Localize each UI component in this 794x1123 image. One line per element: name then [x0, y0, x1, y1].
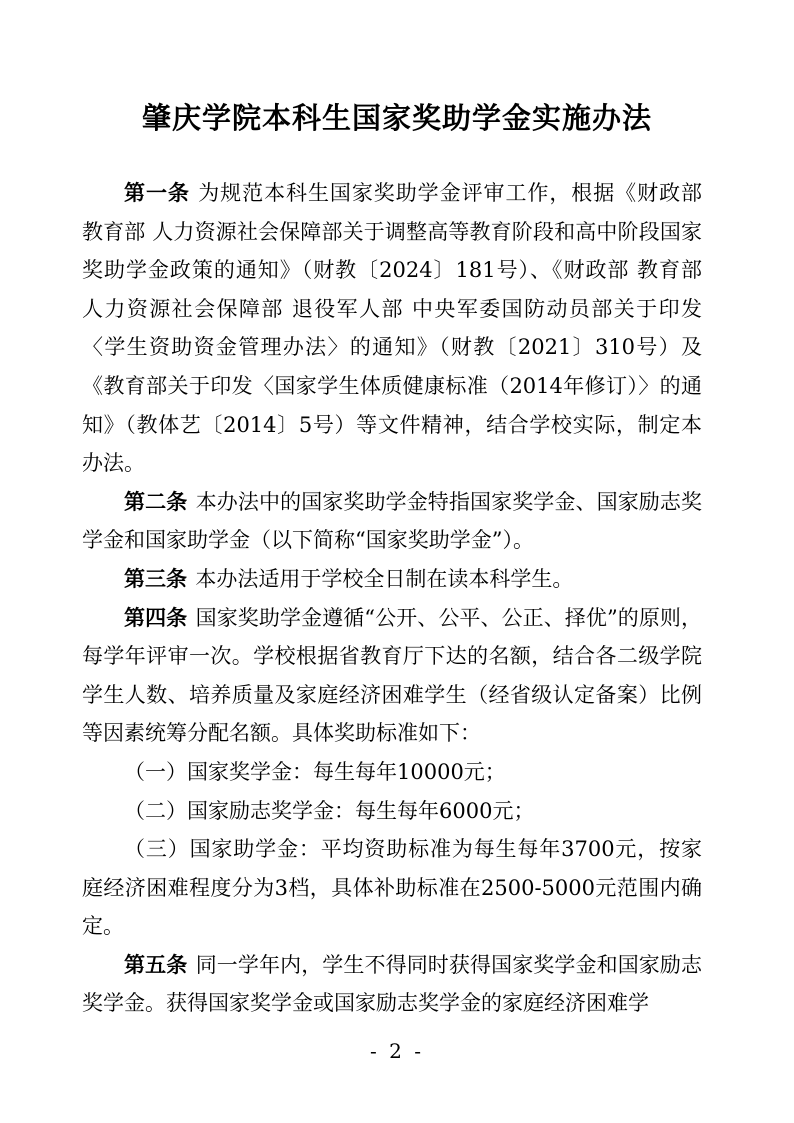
document-body — [82, 174, 702, 1023]
article-text: 国家奖助学金遵循“公开、公平、公正、择优”的原则，每学年评审一次。学校根据省教育厅下达的名额，结合各二级学院学生人数、培养质量及家庭经济困难学生（经省级认定备案）比例等因素统筹分配名额。具体奖助标准如下： — [82, 605, 702, 746]
article-label: 第四条 — [124, 605, 188, 630]
list-item: （三）国家助学金：平均资助标准为每生每年3700元，按家庭经济困难程度分为3档，具体补助标准在2500-5000元范围内确定。 — [82, 837, 702, 939]
article-text: 本办法适用于学校全日制在读本科学生。 — [195, 566, 574, 591]
page-number: - 2 - — [370, 1039, 424, 1063]
article-label: 第二条 — [124, 489, 188, 514]
article-3 — [82, 560, 702, 599]
article-1 — [82, 174, 702, 483]
article-text: 为规范本科生国家奖助学金评审工作，根据《财政部 教育部 人力资源社会保障部关于调整高等教育阶段和高中阶段国家奖助学金政策的通知》（财教〔2024〕181号）、《财政部 教育部 人力资源社会保障部 退役军人部 中央军委国防动员部关于印发〈学生资助资金管理办法〉的通知》（财教〔2021〕310号）及《教育部关于印发〈国家学生体质健康标准（2014年修订）〉的通知》（教体艺〔2014〕5号）等文件精神，结合学校实际，制定本办法。 — [82, 181, 703, 476]
article-label: 第三条 — [124, 566, 187, 591]
article-2 — [82, 483, 702, 560]
document-title: 肇庆学院本科生国家奖助学金实施办法 — [141, 101, 652, 135]
article-text: 本办法中的国家奖助学金特指国家奖学金、国家励志奖学金和国家助学金（以下简称“国家奖助学金”）。 — [82, 489, 703, 553]
article-5 — [82, 946, 702, 1023]
article-text: 同一学年内，学生不得同时获得国家奖学金和国家励志奖学金。获得国家奖学金或国家励志奖学金的家庭经济困难学 — [82, 952, 703, 1016]
article-label: 第五条 — [124, 952, 188, 977]
list-item: （一）国家奖学金：每生每年10000元； — [124, 759, 506, 784]
article-4 — [82, 599, 702, 753]
article-label: 第一条 — [124, 181, 190, 205]
list-item: （二）国家励志奖学金：每生每年6000元； — [124, 798, 535, 823]
